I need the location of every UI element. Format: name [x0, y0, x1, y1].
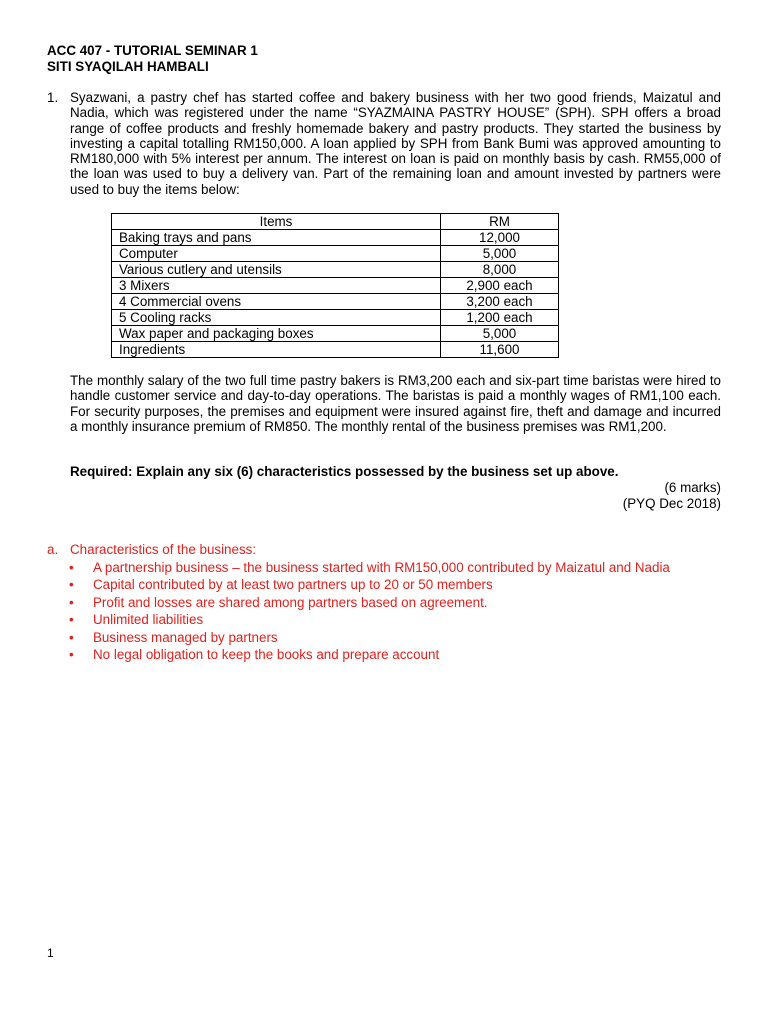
bullet-icon: • — [69, 612, 74, 627]
question-number: 1. — [47, 90, 59, 105]
list-item — [47, 594, 670, 612]
table-header-row — [112, 214, 559, 230]
bullet-icon: • — [69, 647, 74, 662]
answer-item-text: Business managed by partners — [93, 629, 278, 645]
course-title: ACC 407 - TUTORIAL SEMINAR 1 — [47, 43, 258, 58]
table-row — [112, 246, 559, 262]
marks-block — [623, 480, 721, 512]
answer-list — [47, 559, 670, 664]
list-item — [47, 629, 670, 647]
table-row — [112, 310, 559, 326]
answer-item-text: No legal obligation to keep the books and prepare account — [93, 647, 440, 662]
answer-item-text: Capital contributed by at least two partners up to 20 or 50 members — [93, 577, 493, 592]
item-name: Various cutlery and utensils — [112, 262, 441, 278]
item-name: Baking trays and pans — [112, 230, 441, 246]
bullet-icon: • — [69, 594, 74, 610]
item-name: Computer — [112, 246, 441, 262]
item-name: Wax paper and packaging boxes — [112, 326, 441, 342]
item-name: Ingredients — [112, 342, 441, 358]
table-row — [112, 342, 559, 358]
item-amount: 12,000 — [441, 230, 559, 246]
item-amount: 8,000 — [441, 262, 559, 278]
table-header-rm: RM — [441, 214, 559, 230]
items-table — [111, 213, 559, 358]
item-amount: 2,900 each — [441, 278, 559, 294]
answer-item-text: Profit and losses are shared among partners based on agreement. — [93, 594, 488, 610]
list-item — [47, 559, 670, 577]
answer-item-text: Unlimited liabilities — [93, 612, 204, 627]
answer-item-text: A partnership business – the business started with RM150,000 contributed by Maizatul and Nadia — [93, 559, 670, 575]
question-paragraph-2: The monthly salary of the two full time pastry bakers is RM3,200 each and six-part time baristas were hired to handle customer service and day-to-day operations. The baristas is paid a monthly wages of RM1,100 each. For security purposes, the premises and equipment were insured against fire, theft and damage and incurred a monthly insurance premium of RM850. The monthly rental of the business premises was RM1,200. — [70, 373, 721, 434]
table-row — [112, 294, 559, 310]
answer-label: a. — [47, 542, 59, 557]
table-row — [112, 278, 559, 294]
bullet-icon: • — [69, 559, 74, 575]
item-name: 4 Commercial ovens — [112, 294, 441, 310]
source-label: (PYQ Dec 2018) — [622, 496, 721, 511]
item-amount: 3,200 each — [441, 294, 559, 310]
table-row — [112, 262, 559, 278]
item-amount: 11,600 — [441, 342, 559, 358]
list-item — [47, 576, 670, 594]
answer-section — [47, 541, 670, 664]
item-amount: 5,000 — [441, 326, 559, 342]
bullet-icon: • — [69, 629, 74, 645]
item-name: 5 Cooling racks — [112, 310, 441, 326]
item-amount: 1,200 each — [441, 310, 559, 326]
question-paragraph-1: Syazwani, a pastry chef has started coffee and bakery business with her two good friends, Maizatul and Nadia, which was registered under the name “SYAZMAINA PASTRY HOUSE” (SPH). SPH offers a broad range of coffee products and freshly homemade bakery and pastry products. They started the business by investing a capital totalling RM150,000. A loan applied by SPH from Bank Bumi was approved amounting to RM180,000 with 5% interest per annum. The interest on loan is paid on monthly basis by cash. RM55,000 of the loan was used to buy a delivery van. Part of the remaining loan and amount invested by partners were used to buy the items below: — [70, 90, 721, 197]
table-header-items: Items — [112, 214, 441, 230]
page-number: 1 — [47, 946, 54, 960]
item-amount: 5,000 — [441, 246, 559, 262]
required-instruction: Required: Explain any six (6) characteristics possessed by the business set up above. — [70, 464, 619, 479]
marks-label: (6 marks) — [664, 480, 721, 495]
answer-heading: Characteristics of the business: — [70, 542, 257, 557]
document-header — [47, 43, 258, 75]
list-item — [47, 611, 670, 629]
author-name: SITI SYAQILAH HAMBALI — [47, 59, 209, 74]
answer-heading-row — [47, 541, 670, 559]
table-row — [112, 326, 559, 342]
list-item — [47, 646, 670, 664]
bullet-icon: • — [69, 577, 74, 592]
table-row — [112, 230, 559, 246]
item-name: 3 Mixers — [112, 278, 441, 294]
